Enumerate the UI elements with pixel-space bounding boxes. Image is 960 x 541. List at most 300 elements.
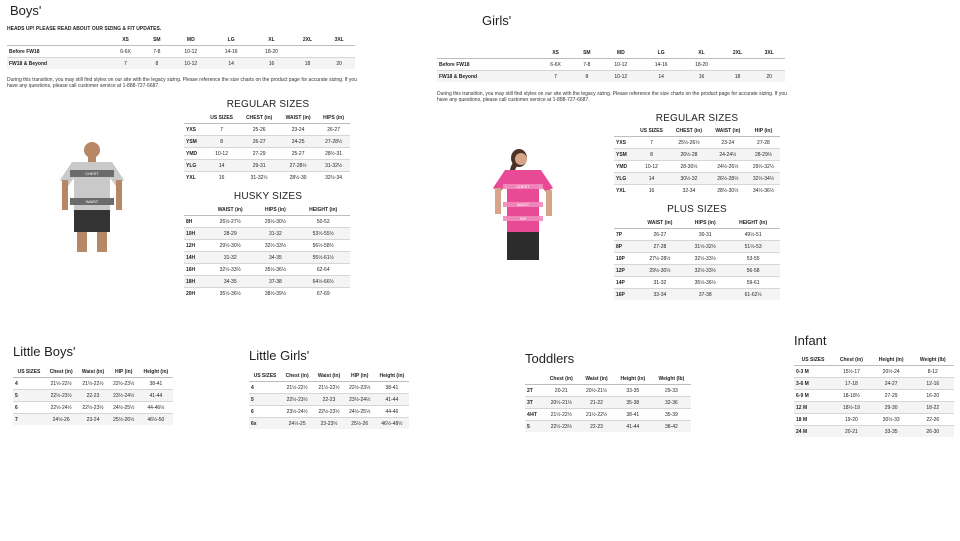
table-cell: 22-26 bbox=[912, 414, 954, 426]
table-cell: 4 bbox=[249, 382, 281, 394]
table-cell: 29-30 bbox=[871, 402, 912, 414]
table-row bbox=[525, 421, 691, 433]
table-row bbox=[525, 397, 691, 409]
column-header bbox=[7, 34, 108, 46]
table-cell: 18H bbox=[184, 276, 206, 288]
column-header: LG bbox=[641, 47, 681, 59]
table-cell: 23-23½ bbox=[313, 418, 344, 430]
table-cell: Before FW18 bbox=[7, 46, 108, 58]
table-cell: 25½-26½ bbox=[109, 414, 139, 426]
table-cell: YXL bbox=[184, 172, 204, 184]
column-header: HIPS (in) bbox=[684, 217, 726, 229]
table-cell: 24 M bbox=[794, 426, 832, 438]
table-cell: 7-8 bbox=[573, 59, 601, 71]
table-row bbox=[525, 385, 691, 397]
table-cell: 14-16 bbox=[641, 59, 681, 71]
table-row bbox=[184, 136, 350, 148]
table-cell: 28-29½ bbox=[747, 149, 780, 161]
table-cell: 10-12 bbox=[171, 58, 211, 70]
table-cell: 56½-58½ bbox=[296, 240, 350, 252]
table-cell: 8 bbox=[204, 136, 239, 148]
column-header: HIPS (in) bbox=[254, 204, 296, 216]
table-cell: 34-35 bbox=[206, 276, 254, 288]
column-header: Weight (lb) bbox=[652, 373, 691, 385]
table-cell: 22½-23½ bbox=[109, 378, 139, 390]
table-row bbox=[249, 382, 409, 394]
table-cell: 27-29 bbox=[871, 390, 912, 402]
table-cell: 4/4T bbox=[525, 409, 543, 421]
table-cell: 27-28½ bbox=[279, 160, 317, 172]
table-row bbox=[614, 185, 780, 197]
table-row bbox=[13, 414, 173, 426]
table-cell: 28½-30½ bbox=[709, 185, 747, 197]
boys-regular-table bbox=[184, 112, 350, 183]
table-cell: 29-31 bbox=[239, 160, 279, 172]
column-header: XS bbox=[538, 47, 573, 59]
table-cell: 10-12 bbox=[601, 59, 641, 71]
table-row bbox=[614, 265, 780, 277]
table-cell: 14 bbox=[641, 71, 681, 83]
table-cell: 26½-28 bbox=[669, 149, 709, 161]
table-cell: 37-38 bbox=[254, 276, 296, 288]
table-cell: 55½-61½ bbox=[296, 252, 350, 264]
table-row bbox=[13, 378, 173, 390]
little-boys-table bbox=[13, 366, 173, 425]
column-header: HIP (in) bbox=[747, 125, 780, 137]
table-cell: 23-24 bbox=[77, 414, 108, 426]
table-cell: 32½-33½ bbox=[254, 240, 296, 252]
column-header: Height (in) bbox=[139, 366, 173, 378]
table-cell: 26-30 bbox=[912, 426, 954, 438]
table-cell: 0-3 M bbox=[794, 366, 832, 378]
table-cell: 31-32 bbox=[206, 252, 254, 264]
table-row bbox=[13, 402, 173, 414]
table-cell: YLG bbox=[614, 173, 634, 185]
table-cell: 51½-53 bbox=[726, 241, 780, 253]
table-cell: 28½-30 bbox=[279, 172, 317, 184]
table-cell: 12-16 bbox=[912, 378, 954, 390]
table-cell: 38-41 bbox=[375, 382, 409, 394]
table-cell: 6-9 M bbox=[794, 390, 832, 402]
table-cell: 30½-32 bbox=[669, 173, 709, 185]
table-cell: 8 bbox=[143, 58, 171, 70]
table-cell: 25½-26 bbox=[345, 418, 375, 430]
table-cell: 18 M bbox=[794, 414, 832, 426]
table-cell: 24-25 bbox=[279, 136, 317, 148]
table-cell: 31-32 bbox=[636, 277, 685, 289]
table-cell: 22½-23½ bbox=[281, 394, 313, 406]
column-header: US SIZES bbox=[13, 366, 45, 378]
table-cell: 17-18 bbox=[832, 378, 871, 390]
table-cell: 26-27 bbox=[636, 229, 685, 241]
column-header: XS bbox=[108, 34, 143, 46]
table-cell: 26½-28½ bbox=[709, 173, 747, 185]
table-cell: 32½-33½ bbox=[684, 265, 726, 277]
table-cell: 50-52 bbox=[296, 216, 350, 228]
table-cell: YXS bbox=[184, 124, 204, 136]
table-cell: 14 bbox=[211, 58, 251, 70]
table-cell: 23-24 bbox=[709, 137, 747, 149]
column-header: MD bbox=[601, 47, 641, 59]
table-row bbox=[614, 173, 780, 185]
column-header: Waist (in) bbox=[313, 370, 344, 382]
table-cell: 5 bbox=[249, 394, 281, 406]
table-cell: 6-6X bbox=[538, 59, 573, 71]
table-row bbox=[794, 426, 954, 438]
table-cell: 18-20 bbox=[251, 46, 291, 58]
table-cell: 21½-22½ bbox=[543, 409, 579, 421]
table-cell: 22½-23½ bbox=[77, 402, 108, 414]
table-row bbox=[184, 216, 350, 228]
table-cell: 7 bbox=[204, 124, 239, 136]
column-header: CHEST (in) bbox=[669, 125, 709, 137]
table-cell: 59-61 bbox=[726, 277, 780, 289]
table-row bbox=[614, 229, 780, 241]
table-cell: 38-41 bbox=[614, 409, 652, 421]
table-cell: 18 bbox=[722, 71, 754, 83]
table-cell: 23-24 bbox=[279, 124, 317, 136]
column-header: HEIGHT (in) bbox=[296, 204, 350, 216]
table-row bbox=[7, 46, 355, 58]
table-cell: 16 bbox=[681, 71, 721, 83]
column-header: SM bbox=[143, 34, 171, 46]
table-cell: 29-33 bbox=[652, 385, 691, 397]
table-row bbox=[249, 418, 409, 430]
table-cell: 14 bbox=[204, 160, 239, 172]
table-row bbox=[437, 71, 785, 83]
column-header: WAIST (in) bbox=[279, 112, 317, 124]
table-cell: 10-12 bbox=[601, 71, 641, 83]
table-cell: 8-12 bbox=[912, 366, 954, 378]
boys-title: Boys' bbox=[10, 3, 42, 18]
table-cell: 16 bbox=[251, 58, 291, 70]
table-cell: YXL bbox=[614, 185, 634, 197]
table-row bbox=[184, 228, 350, 240]
table-cell: 22-23 bbox=[579, 421, 614, 433]
table-cell: 24½-26½ bbox=[709, 161, 747, 173]
column-header: 3XL bbox=[323, 34, 355, 46]
table-cell: 32½-33½ bbox=[684, 253, 726, 265]
table-cell: 14 bbox=[634, 173, 669, 185]
table-cell: 25-26 bbox=[239, 124, 279, 136]
table-cell: 44-46½ bbox=[139, 402, 173, 414]
girl-shirt bbox=[493, 170, 553, 232]
girls-title: Girls' bbox=[482, 13, 512, 28]
table-row bbox=[184, 148, 350, 160]
table-cell: 24½-25½ bbox=[109, 402, 139, 414]
chest-label: CHEST bbox=[85, 171, 99, 176]
table-cell: 8H bbox=[184, 216, 206, 228]
column-header: US SIZES bbox=[249, 370, 281, 382]
table-cell: 7 bbox=[634, 137, 669, 149]
table-cell: 21½-22½ bbox=[77, 378, 108, 390]
girls-plus-table bbox=[614, 217, 780, 300]
table-cell: 7 bbox=[538, 71, 573, 83]
table-cell: 20 bbox=[323, 58, 355, 70]
infant-table bbox=[794, 354, 954, 437]
boys-regular-title: REGULAR SIZES bbox=[226, 99, 310, 110]
table-cell: 7 bbox=[13, 414, 45, 426]
table-cell: 33-35 bbox=[871, 426, 912, 438]
column-header bbox=[184, 204, 206, 216]
table-cell: 3T bbox=[525, 397, 543, 409]
table-cell: 22-23 bbox=[313, 394, 344, 406]
table-cell: 21½-22½ bbox=[313, 382, 344, 394]
table-cell: 23½-24½ bbox=[109, 390, 139, 402]
column-header: Height (in) bbox=[375, 370, 409, 382]
column-header: Waist (in) bbox=[579, 373, 614, 385]
table-cell: 12 M bbox=[794, 402, 832, 414]
table-cell: 20-21 bbox=[832, 426, 871, 438]
girls-regular-title: REGULAR SIZES bbox=[655, 113, 739, 124]
table-cell: 16 bbox=[634, 185, 669, 197]
table-cell: 32½-34½ bbox=[747, 173, 780, 185]
table-row bbox=[794, 390, 954, 402]
waist-label: WAIST bbox=[516, 202, 530, 207]
table-cell: 29½-30½ bbox=[636, 265, 685, 277]
table-cell: YSM bbox=[614, 149, 634, 161]
table-row bbox=[437, 59, 785, 71]
little-girls-title: Little Girls' bbox=[249, 348, 310, 363]
table-cell: Before FW18 bbox=[437, 59, 538, 71]
column-header: Waist (in) bbox=[77, 366, 108, 378]
table-cell: 28-30½ bbox=[669, 161, 709, 173]
table-cell: 34½-36½ bbox=[747, 185, 780, 197]
table-cell: 31-32 bbox=[254, 228, 296, 240]
table-cell: 21½-22½ bbox=[45, 378, 77, 390]
table-cell: 24½-26 bbox=[45, 414, 77, 426]
sizing-notice: HEADS UP! PLEASE READ ABOUT OUR SIZING & FIT UPDATES. bbox=[7, 26, 162, 32]
table-cell: 8 bbox=[634, 149, 669, 161]
table-cell: 22½-23½ bbox=[313, 406, 344, 418]
table-cell: 22-23 bbox=[77, 390, 108, 402]
table-cell: 24-24½ bbox=[709, 149, 747, 161]
table-cell: 32½-34 bbox=[317, 172, 350, 184]
toddlers-table bbox=[525, 373, 691, 432]
boy-head bbox=[84, 142, 100, 158]
table-cell: 53-55 bbox=[726, 253, 780, 265]
table-row bbox=[184, 264, 350, 276]
infant-title: Infant bbox=[794, 333, 827, 348]
girls-legacy-table bbox=[437, 47, 785, 82]
table-cell: 33-35 bbox=[614, 385, 652, 397]
table-cell: FW18 & Beyond bbox=[7, 58, 108, 70]
table-cell: 38-42 bbox=[652, 421, 691, 433]
column-header bbox=[184, 112, 204, 124]
table-cell bbox=[292, 46, 324, 58]
table-cell: 37-38 bbox=[684, 289, 726, 301]
boy-shorts bbox=[74, 210, 110, 232]
table-cell: 24½-25½ bbox=[345, 406, 375, 418]
table-cell: 12H bbox=[184, 240, 206, 252]
table-cell: 35-39 bbox=[652, 409, 691, 421]
table-row bbox=[794, 366, 954, 378]
table-cell: 24½-25 bbox=[281, 418, 313, 430]
table-row bbox=[794, 378, 954, 390]
table-cell: 24-27 bbox=[871, 378, 912, 390]
table-cell: YLG bbox=[184, 160, 204, 172]
table-cell: 18 bbox=[292, 58, 324, 70]
table-cell: 46½-50 bbox=[139, 414, 173, 426]
table-cell: 31-32½ bbox=[317, 160, 350, 172]
table-cell: 7-8 bbox=[143, 46, 171, 58]
boys-transition-note: During this transition, you may still find styles on our site with the legacy sizing. Please reference the size charts on the product page for accurate sizing. If you have any questions, please call customer service at 1-888-727-6687. bbox=[7, 77, 357, 89]
column-header: CHEST (in) bbox=[239, 112, 279, 124]
table-cell: 64½-66½ bbox=[296, 276, 350, 288]
column-header: XL bbox=[251, 34, 291, 46]
table-cell: 20 bbox=[753, 71, 785, 83]
table-cell: 26-27 bbox=[317, 124, 350, 136]
column-header: Weight (lb) bbox=[912, 354, 954, 366]
table-cell: 35½-36½ bbox=[254, 264, 296, 276]
table-cell: 6 bbox=[13, 402, 45, 414]
table-cell: 22½-23½ bbox=[345, 382, 375, 394]
table-cell: 32-34 bbox=[669, 185, 709, 197]
girls-regular-table bbox=[614, 125, 780, 196]
table-cell: YSM bbox=[184, 136, 204, 148]
table-cell: 35½-36½ bbox=[206, 288, 254, 300]
table-cell: 8P bbox=[614, 241, 636, 253]
column-header: HIP (in) bbox=[109, 366, 139, 378]
little-girls-table bbox=[249, 370, 409, 429]
table-row bbox=[614, 253, 780, 265]
table-cell: 21½-22½ bbox=[281, 382, 313, 394]
table-cell: 3-6 M bbox=[794, 378, 832, 390]
column-header: LG bbox=[211, 34, 251, 46]
table-cell: 35-38 bbox=[614, 397, 652, 409]
table-cell: YMD bbox=[184, 148, 204, 160]
table-cell: 62-64 bbox=[296, 264, 350, 276]
table-cell: 20½-21½ bbox=[579, 385, 614, 397]
table-cell: 8 bbox=[573, 71, 601, 83]
table-cell: 41-44 bbox=[375, 394, 409, 406]
table-cell: 23½-24½ bbox=[281, 406, 313, 418]
table-cell: 14H bbox=[184, 252, 206, 264]
table-row bbox=[794, 402, 954, 414]
table-cell: 6x bbox=[249, 418, 281, 430]
table-cell: 15½-17 bbox=[832, 366, 871, 378]
column-header: WAIST (in) bbox=[709, 125, 747, 137]
table-cell: 10-12 bbox=[171, 46, 211, 58]
toddlers-title: Toddlers bbox=[525, 351, 575, 366]
table-row bbox=[184, 160, 350, 172]
table-cell bbox=[722, 59, 754, 71]
table-cell: 16P bbox=[614, 289, 636, 301]
table-row bbox=[525, 409, 691, 421]
table-cell: 33-34 bbox=[636, 289, 685, 301]
table-cell: 27-28 bbox=[747, 137, 780, 149]
boys-husky-table bbox=[184, 204, 350, 299]
table-cell bbox=[323, 46, 355, 58]
column-header: Chest (in) bbox=[832, 354, 871, 366]
table-cell: 28½-31 bbox=[317, 148, 350, 160]
table-cell: 28-29 bbox=[206, 228, 254, 240]
table-cell: 35½-36½ bbox=[684, 277, 726, 289]
table-cell: YXS bbox=[614, 137, 634, 149]
table-cell: 16H bbox=[184, 264, 206, 276]
table-row bbox=[614, 277, 780, 289]
table-cell: 25-27 bbox=[279, 148, 317, 160]
table-cell: 21½-22½ bbox=[579, 409, 614, 421]
table-cell: 22½-23½ bbox=[45, 390, 77, 402]
column-header: Chest (in) bbox=[281, 370, 313, 382]
table-row bbox=[184, 252, 350, 264]
column-header: Height (in) bbox=[614, 373, 652, 385]
table-cell: 29½-30½ bbox=[254, 216, 296, 228]
table-cell: 12P bbox=[614, 265, 636, 277]
column-header: MD bbox=[171, 34, 211, 46]
table-cell: 7P bbox=[614, 229, 636, 241]
table-cell: 27½-28½ bbox=[636, 253, 685, 265]
table-cell: 67-69 bbox=[296, 288, 350, 300]
table-cell: 27-28½ bbox=[317, 136, 350, 148]
table-cell: 20H bbox=[184, 288, 206, 300]
table-row bbox=[614, 149, 780, 161]
table-cell: 20½-21½ bbox=[543, 397, 579, 409]
table-row bbox=[184, 276, 350, 288]
column-header: Chest (in) bbox=[45, 366, 77, 378]
table-cell: 26½-27½ bbox=[206, 216, 254, 228]
table-cell: 16 bbox=[204, 172, 239, 184]
table-row bbox=[13, 390, 173, 402]
table-cell: 19-20 bbox=[832, 414, 871, 426]
table-cell: 56-58 bbox=[726, 265, 780, 277]
table-cell: 25½-26½ bbox=[669, 137, 709, 149]
table-cell: 27-28 bbox=[636, 241, 685, 253]
table-cell: 10-12 bbox=[204, 148, 239, 160]
table-cell: 38½-39½ bbox=[254, 288, 296, 300]
table-cell: 7 bbox=[108, 58, 143, 70]
table-cell: 14-16 bbox=[211, 46, 251, 58]
column-header: WAIST (in) bbox=[206, 204, 254, 216]
column-header bbox=[437, 47, 538, 59]
table-cell: 29½-32½ bbox=[747, 161, 780, 173]
hip-label: HIP bbox=[519, 216, 527, 221]
column-header bbox=[525, 373, 543, 385]
table-cell: 20-21 bbox=[543, 385, 579, 397]
column-header: HEIGHT (in) bbox=[726, 217, 780, 229]
table-cell: 32-36 bbox=[652, 397, 691, 409]
girls-plus-title: PLUS SIZES bbox=[667, 204, 727, 215]
table-cell: 14P bbox=[614, 277, 636, 289]
table-cell: 18-22 bbox=[912, 402, 954, 414]
table-cell: 46½-48½ bbox=[375, 418, 409, 430]
table-cell: 5 bbox=[13, 390, 45, 402]
column-header bbox=[614, 125, 634, 137]
table-row bbox=[249, 394, 409, 406]
column-header: HIPS (in) bbox=[317, 112, 350, 124]
boy-model-image bbox=[52, 140, 132, 255]
table-cell: 30½-33 bbox=[871, 414, 912, 426]
table-cell: 23½-24½ bbox=[345, 394, 375, 406]
girl-shorts bbox=[507, 232, 539, 260]
table-cell: 21-22 bbox=[579, 397, 614, 409]
table-row bbox=[7, 58, 355, 70]
column-header: HIP (in) bbox=[345, 370, 375, 382]
table-cell: 38-41 bbox=[139, 378, 173, 390]
table-row bbox=[614, 161, 780, 173]
waist-label: WAIST bbox=[85, 199, 99, 204]
table-cell: 4 bbox=[13, 378, 45, 390]
table-cell: 6 bbox=[249, 406, 281, 418]
column-header: SM bbox=[573, 47, 601, 59]
column-header: US SIZES bbox=[204, 112, 239, 124]
girl-model-image bbox=[485, 148, 565, 263]
table-row bbox=[614, 289, 780, 301]
column-header: 2XL bbox=[722, 47, 754, 59]
table-cell: 22½-24½ bbox=[45, 402, 77, 414]
table-cell: 41-44 bbox=[139, 390, 173, 402]
